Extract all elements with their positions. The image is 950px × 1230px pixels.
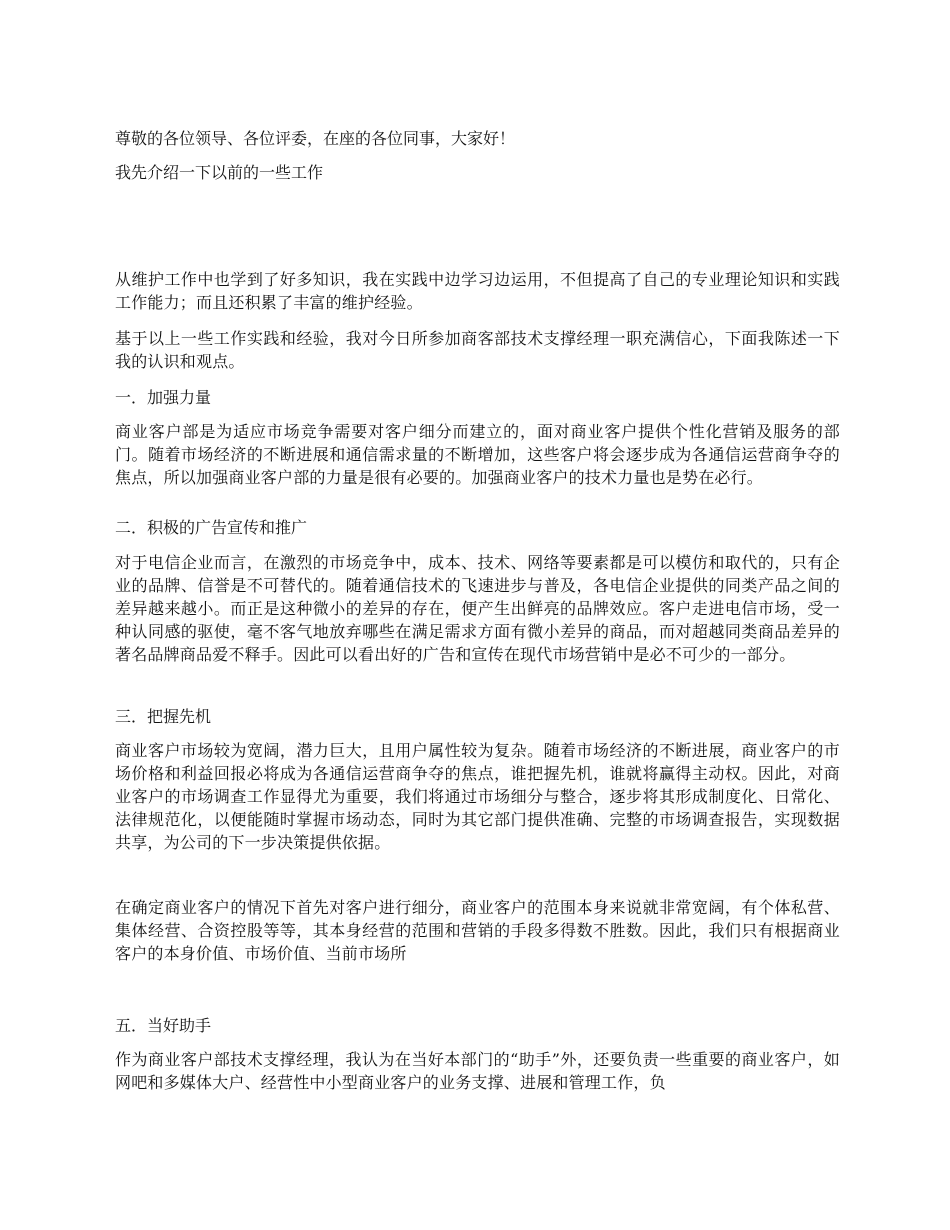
section-heading-3: 三．把握先机 bbox=[115, 707, 212, 726]
paragraph-segment: 在确定商业客户的情况下首先对客户进行细分，商业客户的范围本身来说就非常宽阔，有个体私营、集体经营、合资控股等等，其本身经营的范围和营销的手段多得数不胜数。因此，我们只有根据商业客户的本身价值、市场价值、当前市场所 bbox=[115, 898, 840, 963]
greeting-line: 尊敬的各位领导、各位评委，在座的各位同事，大家好！ bbox=[115, 129, 516, 148]
section-heading-1: 一．加强力量 bbox=[115, 388, 212, 407]
intro-line: 我先介绍一下以前的一些工作 bbox=[115, 163, 324, 182]
paragraph-learning: 从维护工作中也学到了好多知识，我在实践中边学习边运用，不但提高了自己的专业理论知识和实践工作能力；而且还积累了丰富的维护经验。 bbox=[115, 270, 840, 312]
section-body-1: 商业客户部是为适应市场竞争需要对客户细分而建立的，面对商业客户提供个性化营销及服务的部门。随着市场经济的不断进展和通信需求量的不断增加，这些客户将会逐步成为各通信运营商争夺的焦点，所以加强商业客户部的力量是很有必要的。加强商业客户的技术力量也是势在必行。 bbox=[115, 422, 840, 487]
section-body-3: 商业客户市场较为宽阔，潜力巨大，且用户属性较为复杂。随着市场经济的不断进展，商业客户的市场价格和利益回报必将成为各通信运营商争夺的焦点，谁把握先机，谁就将赢得主动权。因此，对商业客户的市场调查工作显得尤为重要，我们将通过市场细分与整合，逐步将其形成制度化、日常化、法律规范化，以便能随时掌握市场动态，同时为其它部门提供准确、完整的市场调查报告，实现数据共享，为公司的下一步决策提供依据。 bbox=[115, 741, 840, 852]
section-body-2: 对于电信企业而言，在激烈的市场竞争中，成本、技术、网络等要素都是可以模仿和取代的，只有企业的品牌、信誉是不可替代的。随着通信技术的飞速进步与普及，各电信企业提供的同类产品之间的差异越来越小。而正是这种微小的差异的存在，便产生出鲜亮的品牌效应。客户走进电信市场，受一种认同感的驱使，毫不客气地放弃哪些在满足需求方面有微小差异的商品，而对超越同类商品差异的著名品牌商品爱不释手。因此可以看出好的广告和宣传在现代市场营销中是必不可少的一部分。 bbox=[115, 553, 840, 664]
section-heading-2: 二．积极的广告宣传和推广 bbox=[115, 518, 308, 537]
section-body-5: 作为商业客户部技术支撑经理，我认为在当好本部门的“助手”外，还要负责一些重要的商业客户，如网吧和多媒体大户、经营性中小型商业客户的业务支撑、进展和管理工作，负 bbox=[115, 1050, 840, 1092]
section-heading-5: 五．当好助手 bbox=[115, 1016, 212, 1035]
paragraph-confidence: 基于以上一些工作实践和经验，我对今日所参加商客部技术支撑经理一职充满信心，下面我陈述一下我的认识和观点。 bbox=[115, 329, 840, 371]
